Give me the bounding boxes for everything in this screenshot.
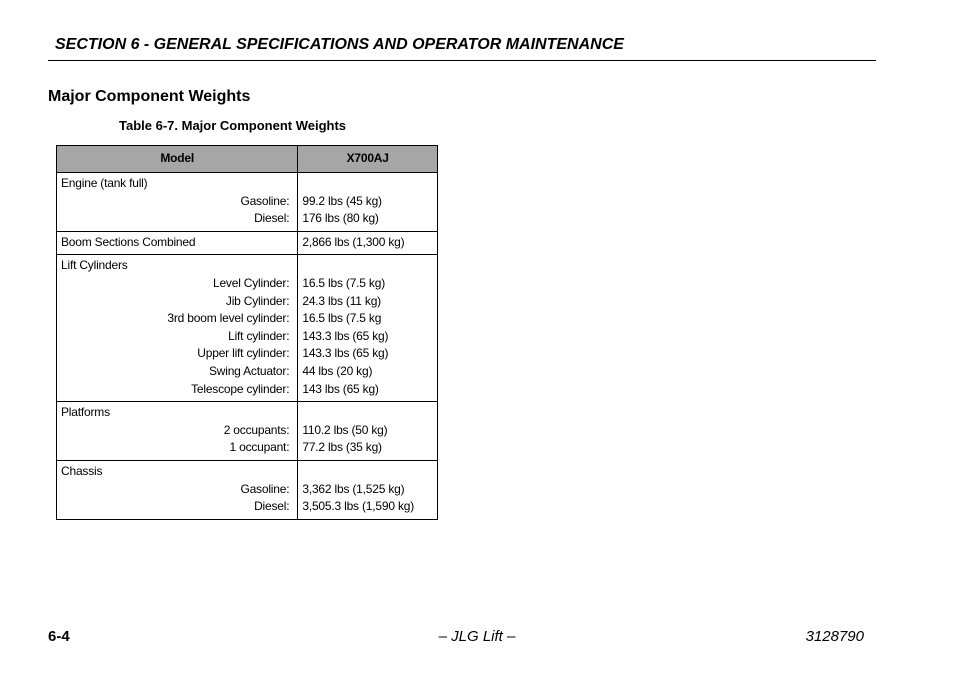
- component-cell-content: [57, 402, 297, 460]
- table-header-row: [57, 146, 438, 173]
- weight-value: 16.5 lbs (7.5 kg): [302, 275, 385, 290]
- weight-cell-content: [298, 461, 437, 519]
- table-row: [57, 460, 438, 519]
- component-category: Platforms: [61, 405, 110, 420]
- section-header: SECTION 6 - GENERAL SPECIFICATIONS AND OPERATOR MAINTENANCE: [55, 36, 624, 53]
- column-header-model: Model: [57, 146, 298, 173]
- document-number: 3128790: [805, 628, 864, 645]
- weight-value: 2,866 lbs (1,300 kg): [302, 234, 405, 249]
- component-sub-label: Level Cylinder:: [212, 275, 290, 290]
- component-sub-label: Diesel:: [254, 499, 290, 514]
- component-sub-label: 1 occupant:: [229, 440, 290, 455]
- weight-value: 24.3 lbs (11 kg): [302, 293, 381, 308]
- table-row: [57, 255, 438, 402]
- component-sub-label: Jib Cylinder:: [225, 293, 290, 308]
- page-number: 6-4: [48, 628, 70, 645]
- weight-cell: [298, 255, 438, 402]
- weight-spacer: [302, 175, 433, 193]
- component-sub-label: Upper lift cylinder:: [197, 346, 290, 361]
- weight-value: 99.2 lbs (45 kg): [302, 193, 382, 208]
- weight-value: 143 lbs (65 kg): [302, 381, 379, 396]
- weight-value: 3,505.3 lbs (1,590 kg): [302, 499, 415, 514]
- table-caption: Table 6-7. Major Component Weights: [119, 118, 347, 133]
- component-category: Boom Sections Combined: [61, 234, 196, 249]
- table-body: [57, 173, 438, 520]
- component-sub-label: Swing Actuator:: [208, 363, 290, 378]
- subsection-title: Major Component Weights: [48, 88, 251, 105]
- column-header-x700aj: X700AJ: [298, 146, 438, 173]
- component-sub-label: Gasoline:: [240, 481, 290, 496]
- weight-cell-content: [298, 173, 437, 231]
- weight-spacer: [302, 257, 433, 275]
- component-cell-content: [57, 461, 297, 519]
- weight-cell-content: [298, 255, 437, 401]
- weight-cell: [298, 173, 438, 232]
- weight-value: 143.3 lbs (65 kg): [302, 346, 389, 361]
- component-cell: [57, 460, 298, 519]
- component-category: Chassis: [61, 463, 103, 478]
- weight-cell-content: [298, 402, 437, 460]
- header-rule: [48, 60, 876, 61]
- table-row: [57, 173, 438, 232]
- table-row: [57, 402, 438, 461]
- weight-cell: [298, 460, 438, 519]
- component-category: Engine (tank full): [61, 176, 148, 190]
- component-sub-label: Telescope cylinder:: [191, 381, 290, 396]
- weight-value: 3,362 lbs (1,525 kg): [302, 481, 405, 496]
- weight-value: 16.5 lbs (7.5 kg: [302, 311, 382, 326]
- component-sub-label: Lift cylinder:: [228, 328, 290, 343]
- component-sub-label: Diesel:: [254, 211, 290, 226]
- weight-value: 77.2 lbs (35 kg): [302, 440, 382, 455]
- weight-value: 176 lbs (80 kg): [302, 211, 379, 226]
- component-sub-label: 3rd boom level cylinder:: [167, 311, 290, 326]
- component-cell: [57, 231, 298, 255]
- weight-value: 44 lbs (20 kg): [302, 363, 373, 378]
- component-cell: [57, 173, 298, 232]
- weight-cell: [298, 231, 438, 255]
- table-row: [57, 231, 438, 255]
- weight-cell-content: [298, 232, 437, 255]
- component-cell-content: [57, 255, 297, 401]
- footer-center-text: – JLG Lift –: [438, 628, 516, 645]
- component-cell-content: [57, 232, 297, 255]
- weight-value: 143.3 lbs (65 kg): [302, 328, 389, 343]
- weight-spacer: [302, 463, 433, 481]
- component-weights-table: [56, 145, 438, 520]
- component-cell-content: [57, 173, 297, 231]
- component-sub-label: 2 occupants:: [223, 422, 290, 437]
- weight-value: 110.2 lbs (50 kg): [302, 422, 388, 437]
- component-cell: [57, 255, 298, 402]
- weight-spacer: [302, 404, 433, 422]
- weight-cell: [298, 402, 438, 461]
- component-cell: [57, 402, 298, 461]
- component-sub-label: Gasoline:: [240, 193, 290, 208]
- component-category: Lift Cylinders: [61, 258, 128, 273]
